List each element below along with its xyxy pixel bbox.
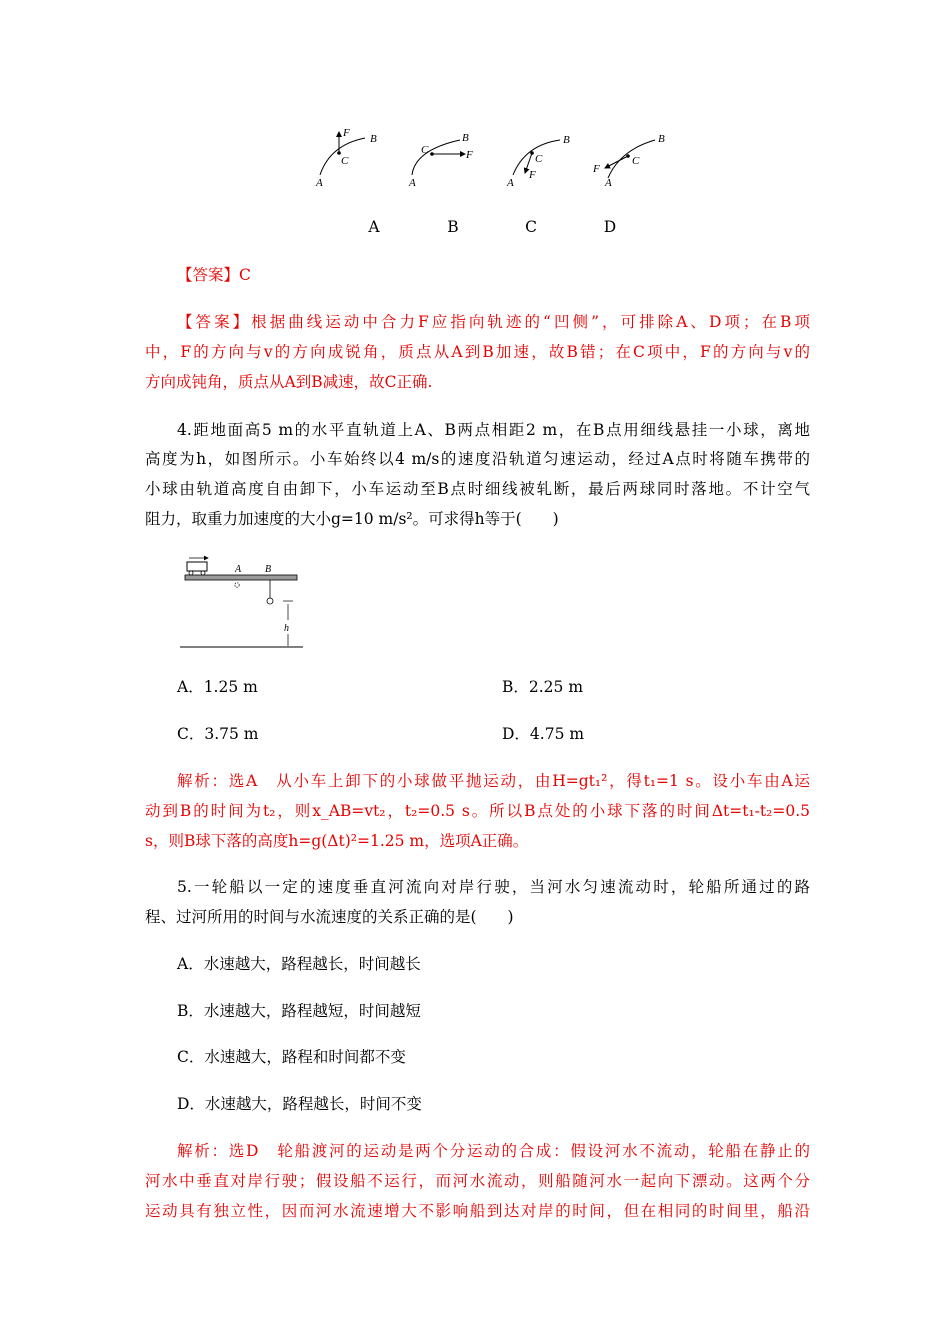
q5-stem-line-1: 5.一轮船以一定的速度垂直河流向对岸行驶，当河水匀速流动时，轮船所通过的路 <box>177 878 810 896</box>
svg-text:B: B <box>370 133 377 145</box>
svg-text:h: h <box>284 623 289 634</box>
svg-text:B: B <box>265 564 272 575</box>
q4-stem-line-3: 小球由轨道高度自由卸下，小车运动至B点时细线被轧断，最后两球同时落地。不计空气 <box>145 480 810 498</box>
q4-solution-line-2: 动到B的时间为t₂，则x_AB=vt₂，t₂=0.5 s。所以B点处的小球下落的时间Δt=t₁-t₂=0.5 <box>145 802 810 820</box>
figure-label-b: B <box>447 218 459 236</box>
q5-solution-line-3: 运动具有独立性，因而河水流速增大不影响船到达对岸的时间，但在相同的时间里，船沿 <box>145 1202 810 1220</box>
svg-text:A: A <box>605 177 612 189</box>
q4-solution-line-1: 解析：选A 从小车上卸下的小球做平抛运动，由H=gt₁²，得t₁=1 s。设小车由A运 <box>177 772 810 790</box>
q4-solution-line-3: s，则B球下落的高度h=g(Δt)²=1.25 m，选项A正确。 <box>145 832 529 850</box>
figure-label-a: A <box>368 218 380 236</box>
q3-explain-line-1: 【答案】根据曲线运动中合力F应指向轨迹的“凹侧”，可排除A、D项；在B项 <box>177 313 810 331</box>
q4-stem-line-2: 高度为h，如图所示。小车始终以4 m/s的速度沿轨道匀速运动，经过A点时将随车携带的 <box>145 450 810 468</box>
figure-option-c <box>506 134 570 189</box>
q5-option-b: B．水速越大，路程越短，时间越短 <box>177 1002 421 1020</box>
svg-text:A: A <box>409 177 416 189</box>
svg-text:F: F <box>593 163 600 175</box>
svg-text:B: B <box>658 133 665 145</box>
q4-option-d: D．4.75 m <box>502 725 585 743</box>
svg-text:F: F <box>529 169 536 181</box>
svg-text:A: A <box>507 177 514 189</box>
q3-explain-line-3: 方向成钝角，质点从A到B减速，故C正确. <box>145 373 433 391</box>
svg-text:B: B <box>563 134 570 146</box>
q5-option-c: C．水速越大，路程和时间都不变 <box>177 1048 406 1066</box>
trajectory-figure <box>300 120 680 200</box>
svg-text:A: A <box>235 564 242 575</box>
q4-stem-line-4: 阻力，取重力加速度的大小g=10 m/s²。可求得h等于( ) <box>145 510 559 528</box>
q4-track-figure <box>175 552 310 654</box>
svg-text:C: C <box>535 153 543 165</box>
figure-option-b <box>408 132 473 189</box>
svg-text:C: C <box>421 144 429 156</box>
q3-answer: 【答案】C <box>177 266 251 284</box>
figure-label-d: D <box>603 218 617 236</box>
q4-option-a: A．1.25 m <box>177 678 258 696</box>
q5-option-d: D．水速越大，路程越长，时间不变 <box>177 1095 422 1113</box>
q4-option-b: B．2.25 m <box>502 678 584 696</box>
svg-text:F: F <box>343 127 350 139</box>
svg-text:B: B <box>462 132 469 144</box>
q5-stem-line-2: 程、过河所用的时间与水流速度的关系正确的是( ) <box>145 908 514 926</box>
q5-option-a: A．水速越大，路程越长，时间越长 <box>177 955 421 973</box>
svg-text:C: C <box>632 155 640 167</box>
figure-option-d <box>592 133 665 189</box>
figure-label-c: C <box>525 218 537 236</box>
q4-option-c: C．3.75 m <box>177 725 259 743</box>
q5-solution-line-2: 河水中垂直对岸行驶；假设船不运行，而河水流动，则船随河水一起向下漂动。这两个分 <box>145 1172 810 1190</box>
svg-text:C: C <box>341 155 349 167</box>
svg-text:F: F <box>466 149 473 161</box>
svg-text:A: A <box>316 177 323 189</box>
figure-option-a <box>315 127 377 189</box>
q3-explain-line-2: 中，F的方向与v的方向成锐角，质点从A到B加速，故B错；在C项中，F的方向与v的 <box>145 343 810 361</box>
q4-stem-line-1: 4.距地面高5 m的水平直轨道上A、B两点相距2 m，在B点用细线悬挂一小球，离地 <box>177 421 810 439</box>
q5-solution-line-1: 解析：选D 轮船渡河的运动是两个分运动的合成：假设河水不流动，轮船在静止的 <box>177 1142 810 1160</box>
